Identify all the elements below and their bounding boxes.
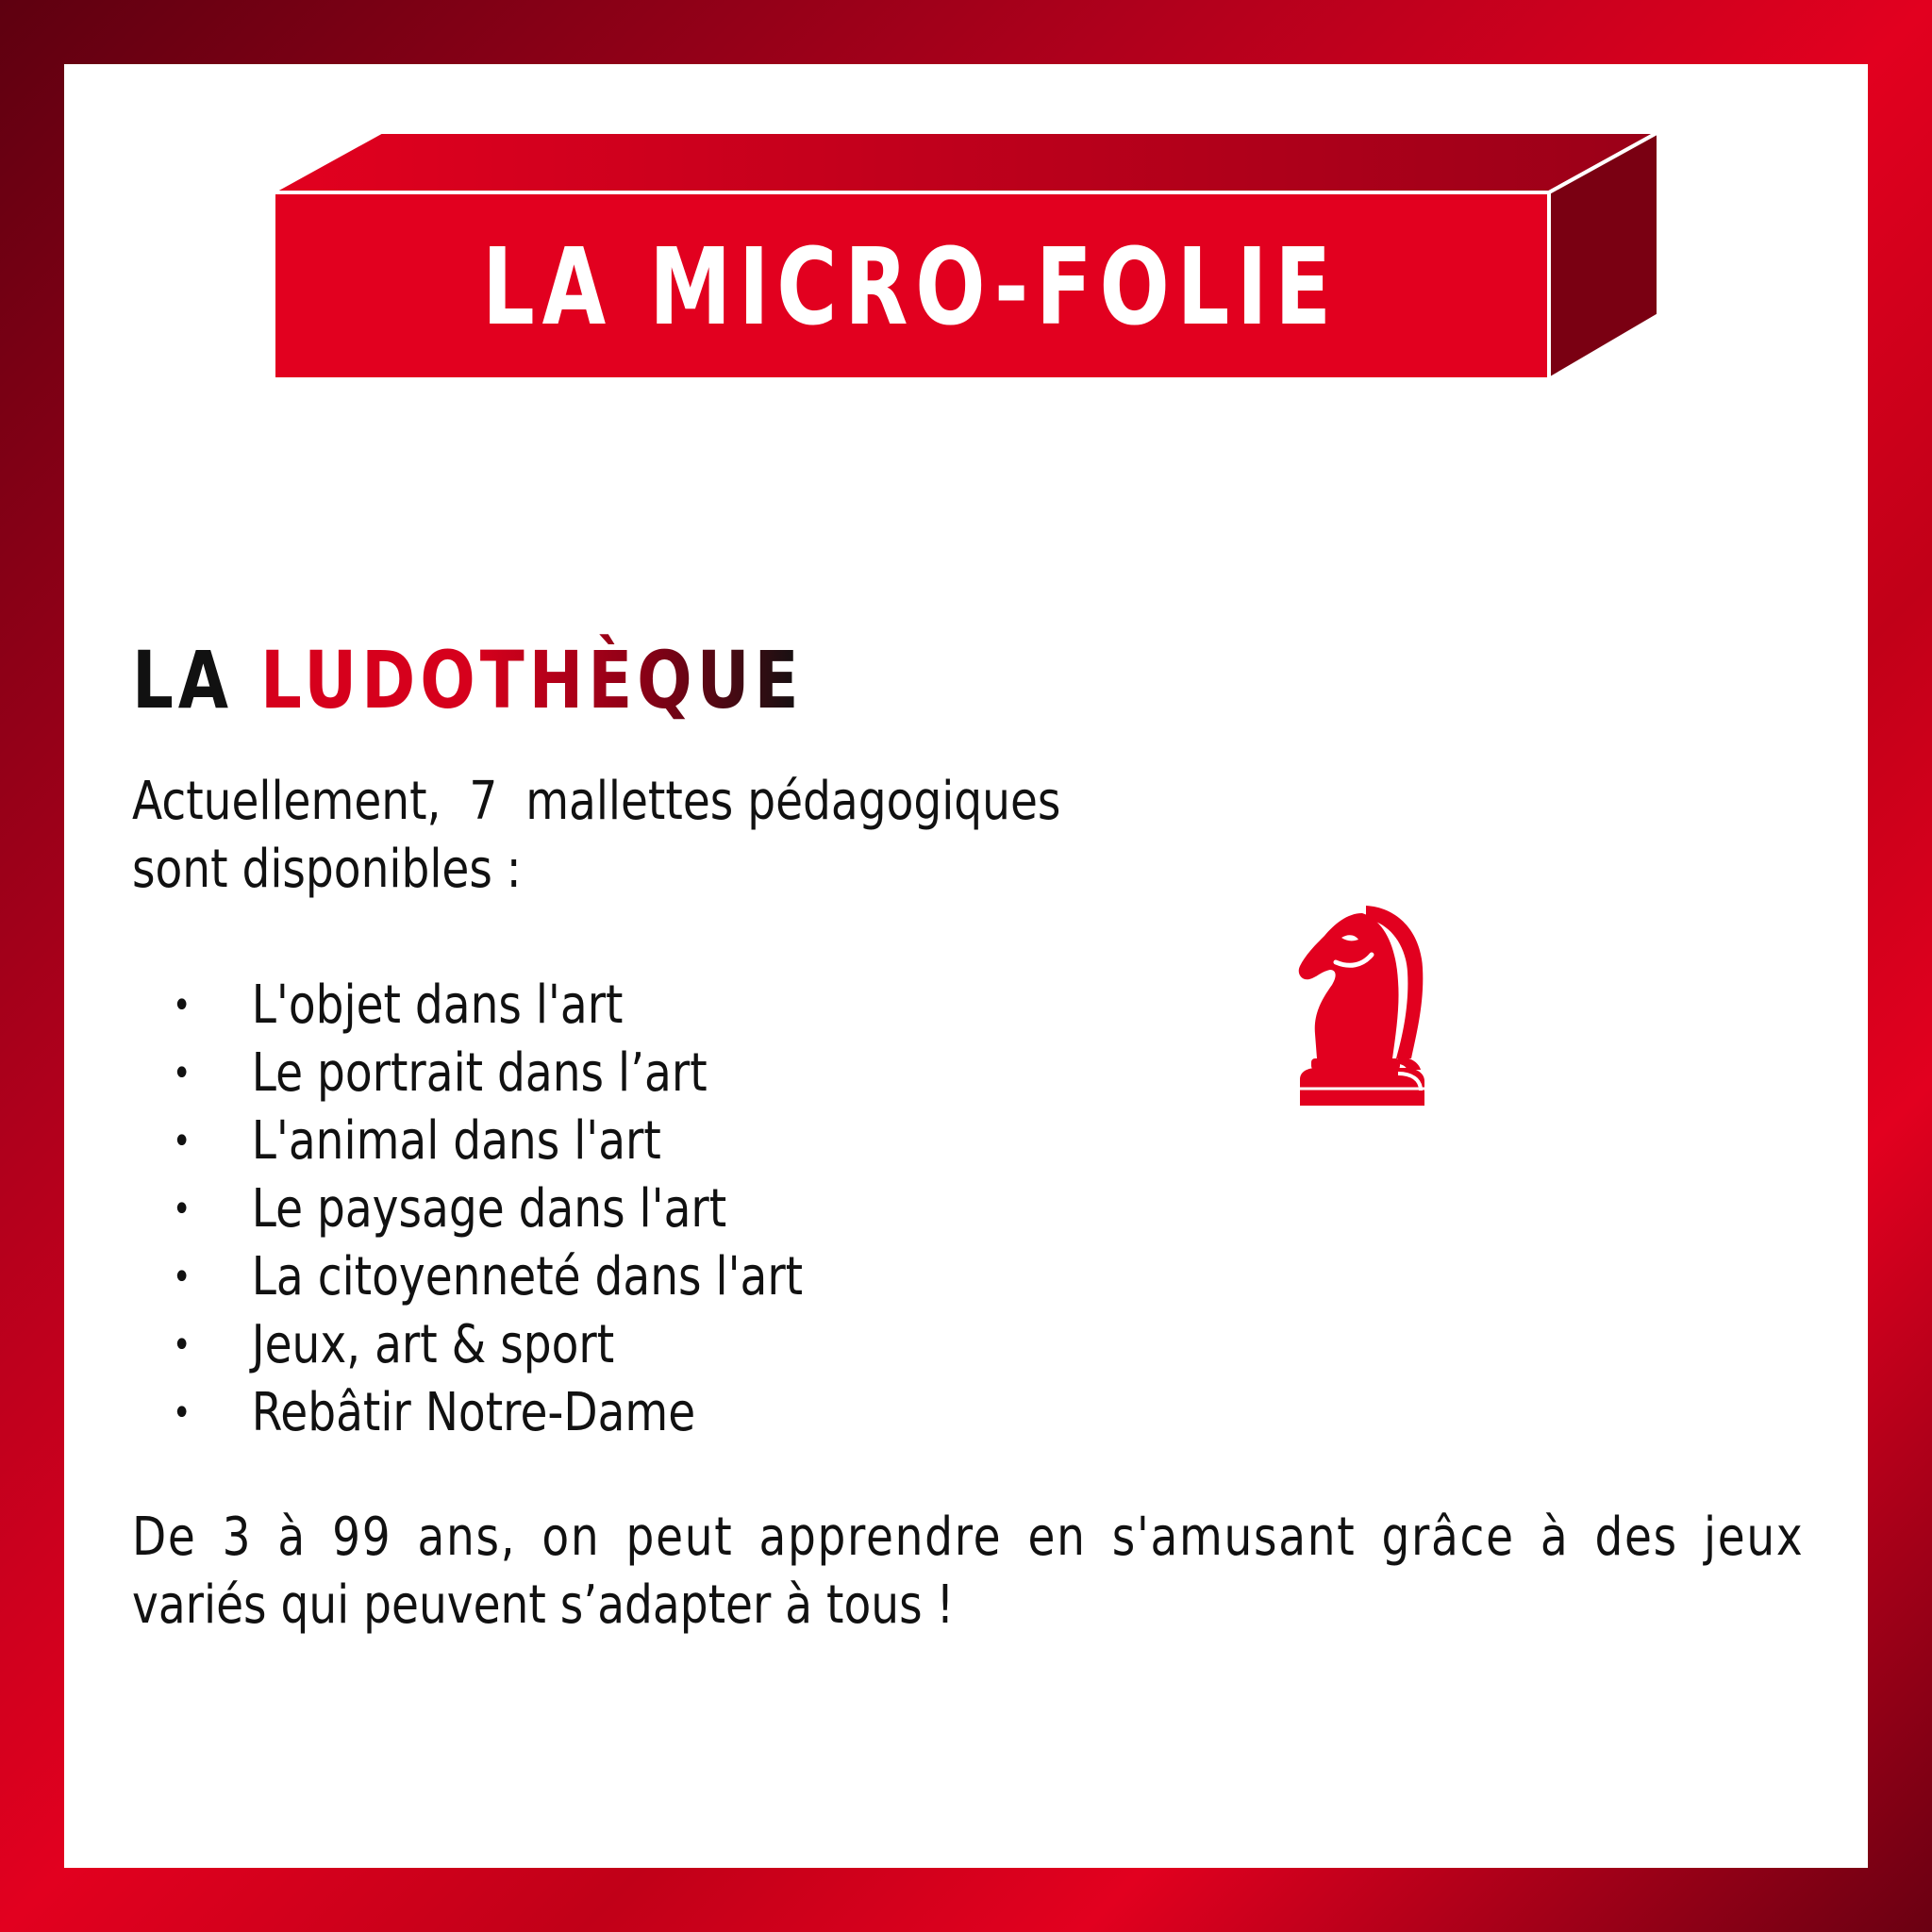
banner-title: LA MICRO-FOLIE <box>482 226 1339 349</box>
bullet-icon: • <box>172 1052 192 1095</box>
list-item <box>166 1040 803 1108</box>
list-item <box>166 1175 803 1243</box>
section-title <box>132 634 803 728</box>
outro-paragraph <box>132 1504 1804 1640</box>
kit-list <box>166 972 803 1447</box>
list-item-label: Le paysage dans l'art <box>251 1178 727 1240</box>
intro-line-2: sont disponibles : <box>132 839 522 900</box>
chess-knight-icon <box>1292 900 1430 1109</box>
bullet-icon: • <box>172 1120 192 1163</box>
bullet-icon: • <box>172 1256 192 1299</box>
intro-paragraph <box>132 768 1060 904</box>
section-title-highlight: LUDOTHÈQUE <box>259 634 804 726</box>
list-item <box>166 1243 803 1311</box>
bullet-icon: • <box>172 984 192 1027</box>
banner-top-face <box>272 132 1658 192</box>
outro-line-1: De 3 à 99 ans, on peut apprendre en s'amusant grâce à des jeux <box>132 1507 1805 1568</box>
outro-line-2: variés qui peuvent s’adapter à tous ! <box>132 1574 955 1636</box>
intro-line-1: Actuellement, 7 mallettes pédagogiques <box>132 771 1061 832</box>
list-item <box>166 1311 803 1379</box>
bullet-icon: • <box>172 1324 192 1367</box>
list-item <box>166 972 803 1040</box>
bullet-icon: • <box>172 1188 192 1231</box>
list-item-label: Rebâtir Notre-Dame <box>251 1382 696 1443</box>
section-title-prefix: LA <box>132 634 260 726</box>
list-item <box>166 1108 803 1175</box>
list-item-label: L'objet dans l'art <box>251 974 624 1036</box>
list-item-label: L'animal dans l'art <box>251 1110 661 1172</box>
list-item-label: La citoyenneté dans l'art <box>251 1246 804 1307</box>
list-item-label: Le portrait dans l’art <box>251 1042 708 1104</box>
bullet-icon: • <box>172 1391 192 1435</box>
list-item <box>166 1379 803 1447</box>
list-item-label: Jeux, art & sport <box>251 1314 615 1375</box>
